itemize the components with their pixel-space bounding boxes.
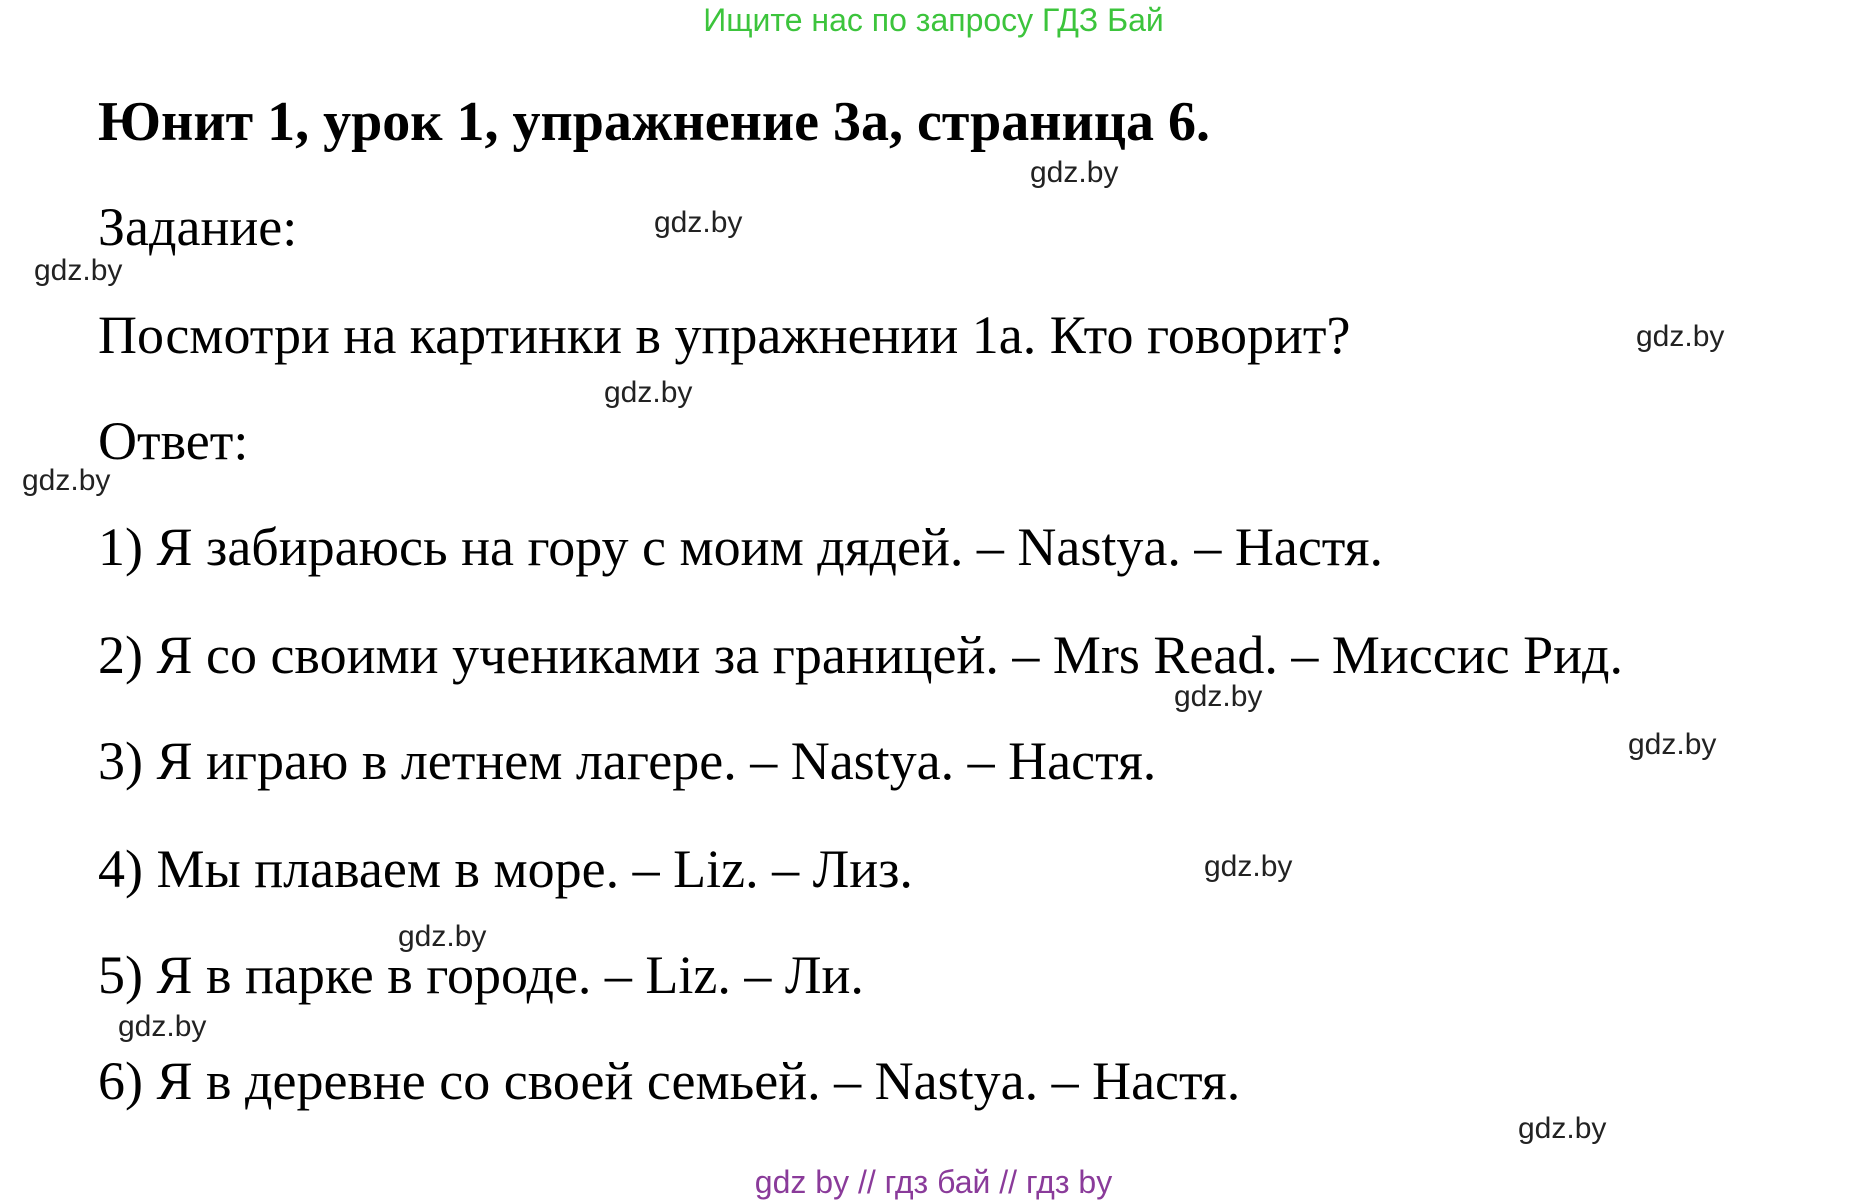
watermark: gdz.by [1636, 320, 1725, 353]
answer-item-2: 2) Я со своими учениками за границей. – Mrs Read. – Миссис Рид. [98, 625, 1623, 685]
watermark: gdz.by [604, 376, 693, 409]
task-label: Задание: [98, 197, 298, 257]
watermark: gdz.by [1518, 1112, 1607, 1145]
watermark: gdz.by [22, 464, 111, 497]
watermark: gdz.by [654, 206, 743, 239]
watermark: gdz.by [1628, 728, 1717, 761]
watermark: gdz.by [1204, 850, 1293, 883]
answer-label: Ответ: [98, 411, 249, 471]
answer-item-4: 4) Мы плаваем в море. – Liz. – Лиз. [98, 839, 913, 899]
watermark: gdz.by [1030, 156, 1119, 189]
watermark: gdz.by [118, 1010, 207, 1043]
watermark: gdz.by [1174, 680, 1263, 713]
page-title: Юнит 1, урок 1, упражнение 3а, страница 6. [98, 91, 1211, 153]
answer-item-5: 5) Я в парке в городе. – Liz. – Ли. [98, 945, 864, 1005]
watermark: gdz.by [398, 920, 487, 953]
task-text: Посмотри на картинки в упражнении 1а. Кто говорит? [98, 305, 1351, 365]
answer-item-3: 3) Я играю в летнем лагере. – Nastya. – Настя. [98, 731, 1157, 791]
watermark: gdz.by [34, 254, 123, 287]
answer-item-1: 1) Я забираюсь на гору с моим дядей. – Nastya. – Настя. [98, 517, 1384, 577]
answer-item-6: 6) Я в деревне со своей семьей. – Nastya. – Настя. [98, 1051, 1241, 1111]
footer-links: gdz by // гдз бай // гдз by [754, 1164, 1113, 1200]
top-banner: Ищите нас по запросу ГДЗ Бай [703, 2, 1164, 38]
